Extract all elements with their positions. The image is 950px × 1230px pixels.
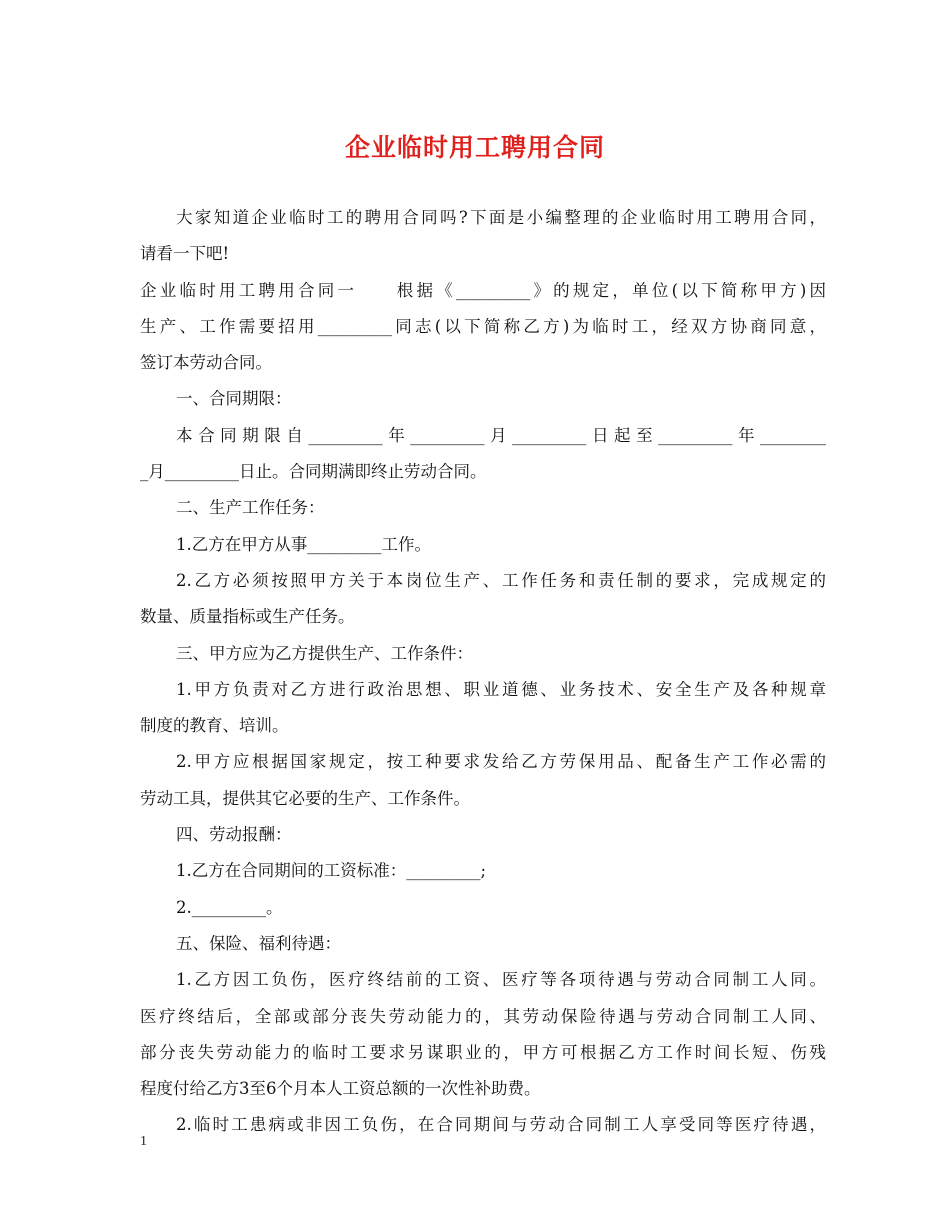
section-heading: 五、保险、福利待遇：: [176, 933, 341, 953]
paragraph-line: 生产、工作需要招用_________同志(以下简称乙方)为临时工，经双方协商同意，: [140, 316, 826, 336]
paragraph-line: 部分丧失劳动能力的临时工要求另谋职业的，甲方可根据乙方工作时间长短、伤残: [140, 1042, 826, 1062]
paragraph-line: 制度的教育、培训。: [140, 716, 289, 736]
paragraph-line: 本合同期限自_________年_________月_________日起至_________年________: [176, 425, 826, 445]
paragraph-line: 医疗终结后，全部或部分丧失劳动能力的，其劳动保险待遇与劳动合同制工人同、: [140, 1006, 826, 1026]
section-heading: 四、劳动报酬：: [176, 825, 292, 845]
document-title: 企业临时用工聘用合同: [344, 133, 605, 162]
paragraph-line: 签订本劳动合同。: [140, 353, 272, 373]
section-heading: 三、甲方应为乙方提供生产、工作条件：: [176, 643, 473, 663]
paragraph-line: 请看一下吧!: [140, 244, 230, 264]
paragraph-line: _月_________日止。合同期满即终止劳动合同。: [140, 462, 487, 482]
paragraph-line: 程度付给乙方3至6个月本人工资总额的一次性补助费。: [140, 1079, 541, 1099]
paragraph-line: 1.甲方负责对乙方进行政治思想、职业道德、业务技术、安全生产及各种规章: [176, 679, 826, 699]
paragraph-line: 2._________。: [176, 897, 283, 917]
document-body: [140, 200, 826, 1144]
section-heading: 一、合同期限：: [176, 389, 292, 409]
page-number: 1: [140, 1134, 147, 1149]
paragraph-line: 劳动工具，提供其它必要的生产、工作条件。: [140, 788, 470, 808]
section-heading: 二、生产工作任务：: [176, 498, 325, 518]
paragraph-line: 1.乙方在合同期间的工资标准：_________;: [176, 861, 487, 881]
paragraph-line: 1.乙方因工负伤，医疗终结前的工资、医疗等各项待遇与劳动合同制工人同。: [176, 970, 826, 990]
paragraph-line: 企业临时用工聘用合同一 根据《_________》的规定，单位(以下简称甲方)因: [140, 280, 826, 300]
paragraph-line: 大家知道企业临时工的聘用合同吗?下面是小编整理的企业临时用工聘用合同，: [176, 208, 826, 227]
paragraph-line: 2.乙方必须按照甲方关于本岗位生产、工作任务和责任制的要求，完成规定的: [176, 570, 826, 590]
paragraph-line: 2.甲方应根据国家规定，按工种要求发给乙方劳保用品、配备生产工作必需的: [176, 752, 826, 772]
paragraph-line: 1.乙方在甲方从事_________工作。: [176, 534, 431, 554]
paragraph-line: 数量、质量指标或生产任务。: [140, 607, 355, 627]
paragraph-line: 2.临时工患病或非因工负伤，在合同期间与劳动合同制工人享受同等医疗待遇，: [176, 1115, 826, 1135]
